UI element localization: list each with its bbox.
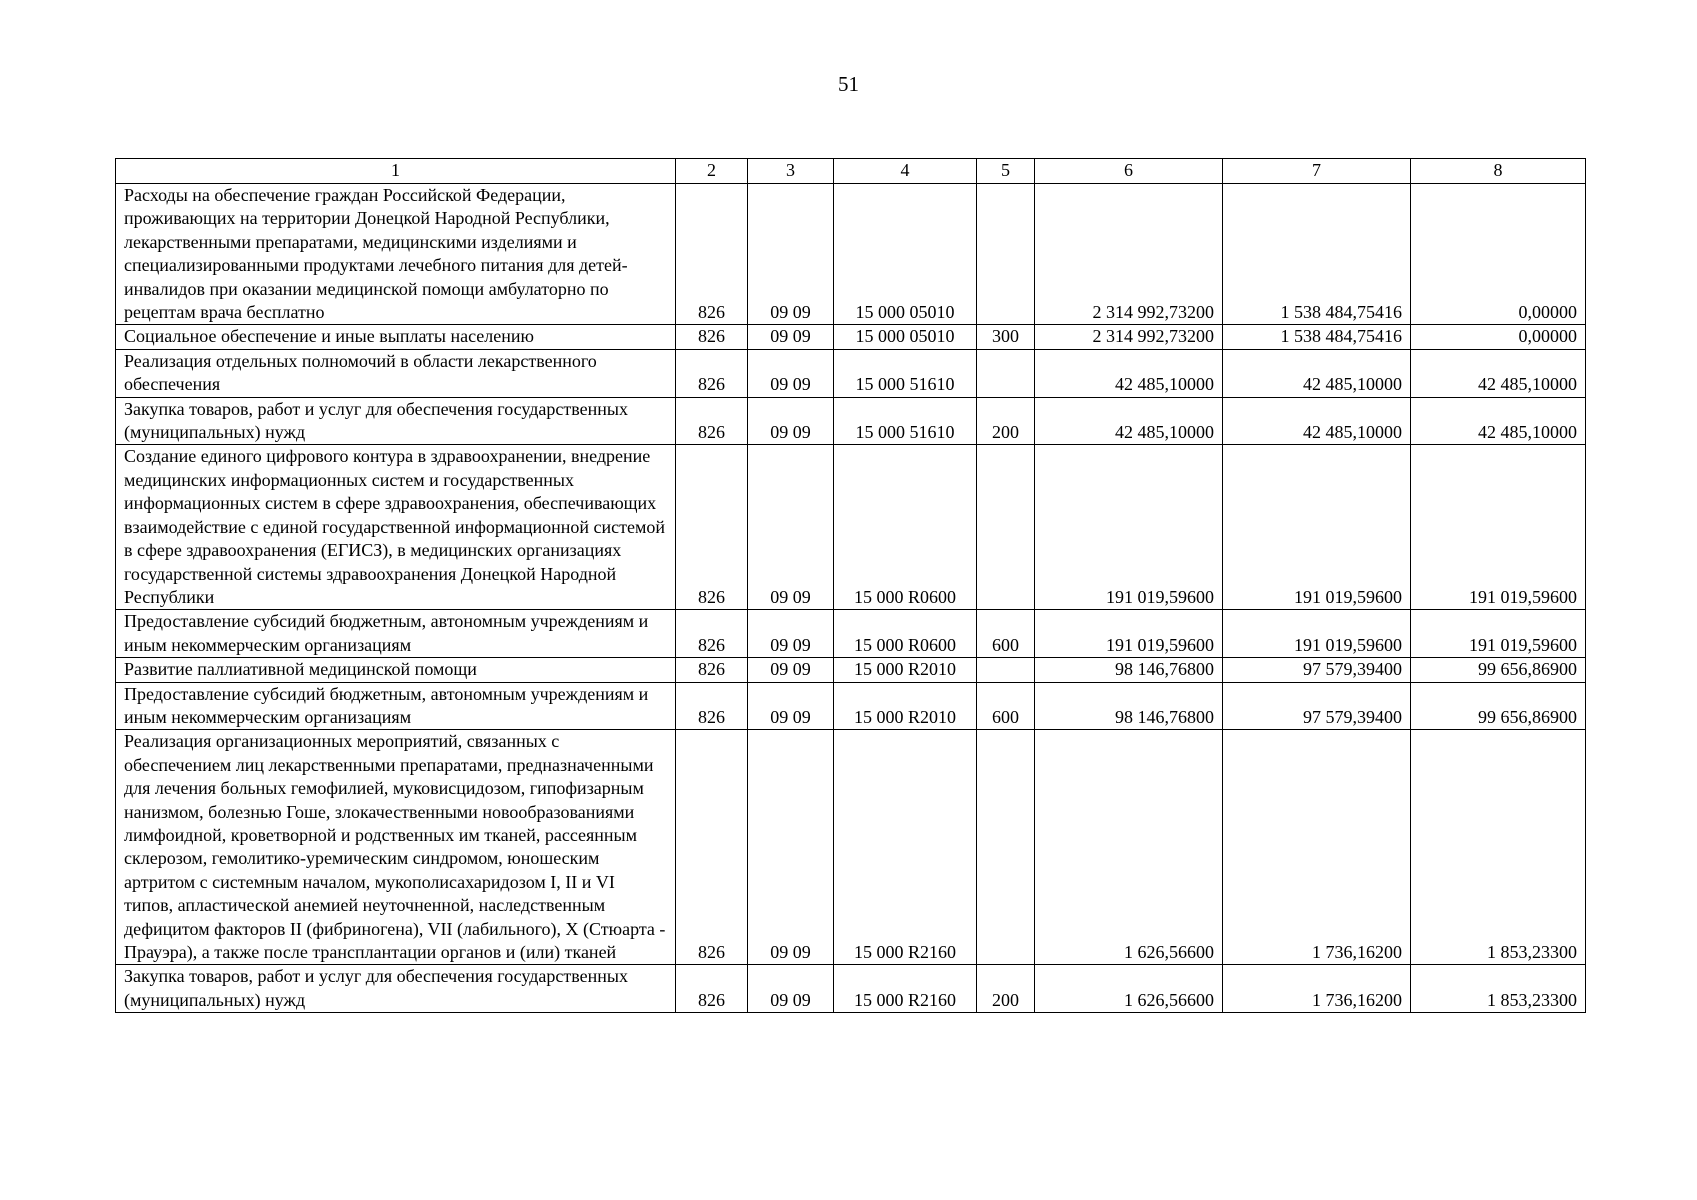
table-row [116, 658, 1586, 682]
amount-year2-cell: 97 579,39400 [1223, 682, 1411, 730]
target-code-cell: 15 000 R2160 [834, 965, 977, 1013]
amount-year3-cell: 1 853,23300 [1411, 965, 1586, 1013]
header-col-7: 7 [1223, 159, 1411, 184]
amount-year1-cell: 98 146,76800 [1035, 658, 1223, 682]
header-col-3: 3 [748, 159, 834, 184]
target-code-cell: 15 000 R2010 [834, 682, 977, 730]
table-row [116, 965, 1586, 1013]
amount-year1-cell: 191 019,59600 [1035, 610, 1223, 658]
table-row [116, 397, 1586, 445]
section-code-cell: 09 09 [748, 184, 834, 325]
row-name-cell: Закупка товаров, работ и услуг для обеспечения государственных (муниципальных) нужд [116, 397, 676, 445]
ministry-code-cell: 826 [676, 610, 748, 658]
ministry-code-cell: 826 [676, 965, 748, 1013]
row-name-cell: Реализация организационных мероприятий, связанных с обеспечением лиц лекарственными препаратами, предназначенными для лечения больных гемофилией, муковисцидозом, гипофизарным нанизмом, болезнью Гоше, злокачественными новообразованиями лимфоидной, кроветворной и родственных им тканей, рассеянным склерозом, гемолитико-уремическим синдромом, юношеским артритом с системным началом, мукополисахаридозом I, II и VI типов, апластической анемией неуточненной, наследственным дефицитом факторов II (фибриногена), VII (лабильного), X (Стюарта - Прауэра), а также после трансплантации органов и (или) тканей [116, 730, 676, 965]
target-code-cell: 15 000 R0600 [834, 610, 977, 658]
target-code-cell: 15 000 05010 [834, 184, 977, 325]
amount-year1-cell: 98 146,76800 [1035, 682, 1223, 730]
row-name-cell: Закупка товаров, работ и услуг для обеспечения государственных (муниципальных) нужд [116, 965, 676, 1013]
table-row [116, 349, 1586, 397]
section-code-cell: 09 09 [748, 349, 834, 397]
expense-type-cell: 300 [977, 325, 1035, 349]
row-name-cell: Расходы на обеспечение граждан Российской Федерации, проживающих на территории Донецкой Народной Республики, лекарственными препаратами, медицинскими изделиями и специализированными продуктами лечебного питания для детей-инвалидов при оказании медицинской помощи амбулаторно по рецептам врача бесплатно [116, 184, 676, 325]
row-name-cell: Развитие паллиативной медицинской помощи [116, 658, 676, 682]
amount-year1-cell: 42 485,10000 [1035, 397, 1223, 445]
expense-type-cell [977, 349, 1035, 397]
amount-year3-cell: 42 485,10000 [1411, 349, 1586, 397]
amount-year2-cell: 1 538 484,75416 [1223, 184, 1411, 325]
row-name-cell: Предоставление субсидий бюджетным, автономным учреждениям и иным некоммерческим организациям [116, 682, 676, 730]
amount-year3-cell: 0,00000 [1411, 325, 1586, 349]
section-code-cell: 09 09 [748, 325, 834, 349]
table-row [116, 682, 1586, 730]
ministry-code-cell: 826 [676, 682, 748, 730]
expense-type-cell [977, 658, 1035, 682]
amount-year1-cell: 2 314 992,73200 [1035, 184, 1223, 325]
header-col-8: 8 [1411, 159, 1586, 184]
expense-type-cell: 200 [977, 965, 1035, 1013]
header-col-1: 1 [116, 159, 676, 184]
ministry-code-cell: 826 [676, 349, 748, 397]
amount-year3-cell: 99 656,86900 [1411, 658, 1586, 682]
table-row [116, 730, 1586, 965]
amount-year2-cell: 42 485,10000 [1223, 397, 1411, 445]
ministry-code-cell: 826 [676, 397, 748, 445]
ministry-code-cell: 826 [676, 325, 748, 349]
section-code-cell: 09 09 [748, 397, 834, 445]
row-name-cell: Создание единого цифрового контура в здравоохранении, внедрение медицинских информационных систем и государственных информационных систем в сфере здравоохранения, обеспечивающих взаимодействие с единой государственной информационной системой в сфере здравоохранения (ЕГИСЗ), в медицинских организациях государственной системы здравоохранения Донецкой Народной Республики [116, 445, 676, 610]
ministry-code-cell: 826 [676, 658, 748, 682]
amount-year1-cell: 1 626,56600 [1035, 965, 1223, 1013]
page-number: 51 [838, 72, 859, 96]
ministry-code-cell: 826 [676, 445, 748, 610]
amount-year2-cell: 42 485,10000 [1223, 349, 1411, 397]
ministry-code-cell: 826 [676, 730, 748, 965]
section-code-cell: 09 09 [748, 445, 834, 610]
section-code-cell: 09 09 [748, 965, 834, 1013]
amount-year2-cell: 1 538 484,75416 [1223, 325, 1411, 349]
target-code-cell: 15 000 R2010 [834, 658, 977, 682]
target-code-cell: 15 000 R0600 [834, 445, 977, 610]
section-code-cell: 09 09 [748, 730, 834, 965]
amount-year1-cell: 2 314 992,73200 [1035, 325, 1223, 349]
row-name-cell: Предоставление субсидий бюджетным, автономным учреждениям и иным некоммерческим организациям [116, 610, 676, 658]
section-code-cell: 09 09 [748, 682, 834, 730]
amount-year3-cell: 191 019,59600 [1411, 610, 1586, 658]
amount-year3-cell: 42 485,10000 [1411, 397, 1586, 445]
target-code-cell: 15 000 05010 [834, 325, 977, 349]
amount-year1-cell: 1 626,56600 [1035, 730, 1223, 965]
expense-type-cell: 600 [977, 682, 1035, 730]
row-name-cell: Реализация отдельных полномочий в области лекарственного обеспечения [116, 349, 676, 397]
table-row [116, 445, 1586, 610]
target-code-cell: 15 000 R2160 [834, 730, 977, 965]
amount-year1-cell: 42 485,10000 [1035, 349, 1223, 397]
target-code-cell: 15 000 51610 [834, 397, 977, 445]
amount-year2-cell: 191 019,59600 [1223, 610, 1411, 658]
amount-year2-cell: 97 579,39400 [1223, 658, 1411, 682]
table-row [116, 610, 1586, 658]
table-header-row [116, 159, 1586, 184]
amount-year3-cell: 1 853,23300 [1411, 730, 1586, 965]
amount-year2-cell: 1 736,16200 [1223, 965, 1411, 1013]
table-row [116, 325, 1586, 349]
header-col-6: 6 [1035, 159, 1223, 184]
expense-type-cell: 200 [977, 397, 1035, 445]
amount-year3-cell: 191 019,59600 [1411, 445, 1586, 610]
table-row [116, 184, 1586, 325]
amount-year1-cell: 191 019,59600 [1035, 445, 1223, 610]
amount-year3-cell: 0,00000 [1411, 184, 1586, 325]
header-col-4: 4 [834, 159, 977, 184]
expense-type-cell: 600 [977, 610, 1035, 658]
budget-table [115, 158, 1586, 1013]
header-col-5: 5 [977, 159, 1035, 184]
section-code-cell: 09 09 [748, 658, 834, 682]
header-col-2: 2 [676, 159, 748, 184]
expense-type-cell [977, 730, 1035, 965]
amount-year2-cell: 191 019,59600 [1223, 445, 1411, 610]
expense-type-cell [977, 445, 1035, 610]
row-name-cell: Социальное обеспечение и иные выплаты населению [116, 325, 676, 349]
amount-year2-cell: 1 736,16200 [1223, 730, 1411, 965]
section-code-cell: 09 09 [748, 610, 834, 658]
target-code-cell: 15 000 51610 [834, 349, 977, 397]
ministry-code-cell: 826 [676, 184, 748, 325]
amount-year3-cell: 99 656,86900 [1411, 682, 1586, 730]
expense-type-cell [977, 184, 1035, 325]
